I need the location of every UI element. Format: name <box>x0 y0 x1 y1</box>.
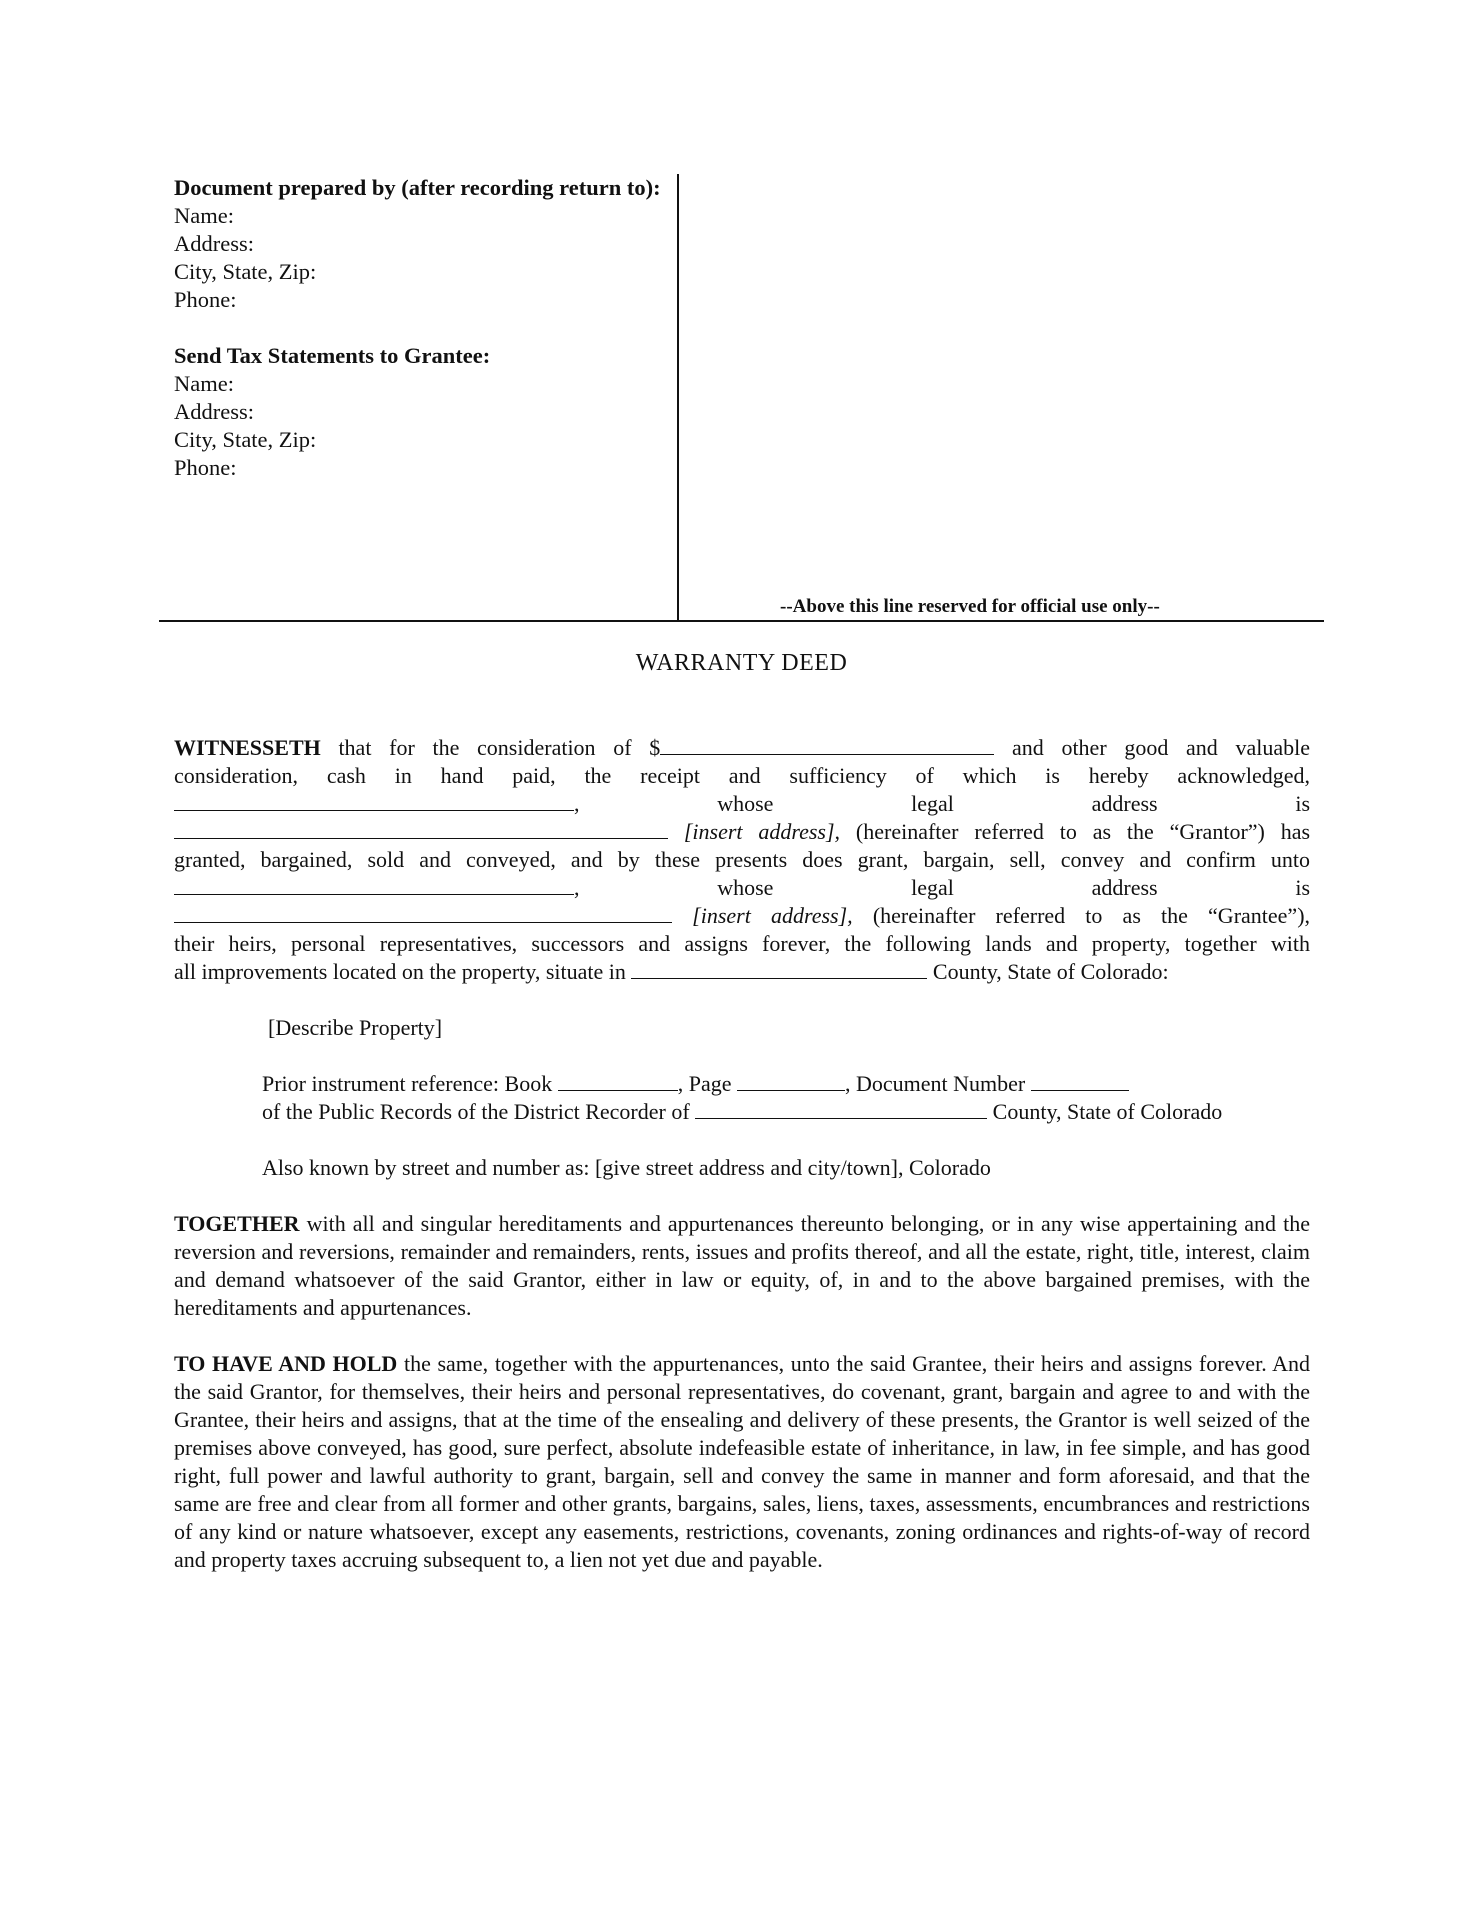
consideration-amount-blank[interactable] <box>660 734 994 755</box>
street-address-line: Also known by street and number as: [give street address and city/town], Colorado <box>262 1155 991 1180</box>
deed-body <box>174 734 1310 1574</box>
tax-city-label: City, State, Zip: <box>174 427 317 452</box>
witness-line-6: , whose legal address is <box>174 874 1310 902</box>
witness-line-2: consideration, cash in hand paid, the receipt and sufficiency of which is hereby acknowledged, <box>174 763 1310 788</box>
prepared-phone-label: Phone: <box>174 287 237 312</box>
prepared-city-label: City, State, Zip: <box>174 259 317 284</box>
grantor-address-blank[interactable] <box>174 818 668 839</box>
grantee-name-blank[interactable] <box>174 874 574 895</box>
grantor-name-blank[interactable] <box>174 790 574 811</box>
witness-line-4: [insert address], (hereinafter referred to as the “Grantor”) has <box>174 818 1310 846</box>
together-paragraph: TOGETHER with all and singular hereditaments and appurtenances thereunto belonging, or in any wise appertaining and the reversion and reversions, remainder and remainders, rents, issues and profits thereof, and all the estate, right, title, interest, claim and demand whatsoever of the said Grantor, either in law or equity, of, in and to the above bargained premises, with the hereditaments and appurtenances. <box>174 1211 1310 1320</box>
page-blank[interactable] <box>737 1070 845 1091</box>
prepared-address-label: Address: <box>174 231 254 256</box>
witness-line-5: granted, bargained, sold and conveyed, and by these presents does grant, bargain, sell, convey and confirm unto <box>174 847 1310 872</box>
grantee-address-blank[interactable] <box>174 902 672 923</box>
document-title: WARRANTY DEED <box>635 650 848 676</box>
tax-name-label: Name: <box>174 371 234 396</box>
describe-property: [Describe Property] <box>268 1015 443 1040</box>
have-and-hold-paragraph: TO HAVE AND HOLD the same, together with the appurtenances, unto the said Grantee, their heirs and assigns forever. And the said Grantor, for themselves, their heirs and personal representatives, do covenant, grant, bargain and agree to and with the Grantee, their heirs and assigns, that at the time of the ensealing and delivery of these presents, the Grantor is well seized of the premises above conveyed, has good, sure perfect, absolute indefeasible estate of inheritance, in law, in fee simple, and has good right, full power and lawful authority to grant, bargain, sell and convey the same in manner and form aforesaid, and that the same are free and clear from all former and other grants, bargains, sales, liens, taxes, assessments, encumbrances and restrictions of any kind or nature whatsoever, except any easements, restrictions, covenants, zoning ordinances and rights-of-way of record and property taxes accruing subsequent to, a lien not yet due and payable. <box>174 1351 1311 1572</box>
prior-instrument-line: Prior instrument reference: Book , Page , Document Number <box>174 1070 1310 1098</box>
official-use-line <box>159 620 1324 622</box>
prepared-by-heading: Document prepared by (after recording return to): <box>174 175 661 200</box>
witnesseth-lead: WITNESSETH <box>174 735 321 760</box>
county-blank[interactable] <box>631 958 927 979</box>
witness-line-8: their heirs, personal representatives, successors and assigns forever, the following lands and property, together with <box>174 931 1310 956</box>
witnesseth-paragraph <box>174 734 1310 986</box>
witness-line-9: all improvements located on the property, situate in County, State of Colorado: <box>174 959 1169 984</box>
witness-line-3: , whose legal address is <box>174 790 1310 818</box>
together-lead: TOGETHER <box>174 1211 300 1236</box>
have-and-hold-lead: TO HAVE AND HOLD <box>174 1351 398 1376</box>
public-records-line: of the Public Records of the District Recorder of County, State of Colorado <box>262 1099 1223 1124</box>
official-use-notice: --Above this line reserved for official use only-- <box>780 596 1160 617</box>
prepared-name-label: Name: <box>174 203 234 228</box>
recording-info-block <box>174 174 670 482</box>
tax-statements-heading: Send Tax Statements to Grantee: <box>174 343 491 368</box>
tax-address-label: Address: <box>174 399 254 424</box>
header-vertical-divider <box>677 174 679 621</box>
book-blank[interactable] <box>558 1070 678 1091</box>
recorder-county-blank[interactable] <box>695 1098 987 1119</box>
witness-line-7: [insert address], (hereinafter referred to as the “Grantee”), <box>174 902 1310 930</box>
tax-phone-label: Phone: <box>174 455 237 480</box>
witness-line-1: WITNESSETH that for the consideration of $ and other good and valuable <box>174 735 1311 760</box>
document-number-blank[interactable] <box>1031 1070 1129 1091</box>
